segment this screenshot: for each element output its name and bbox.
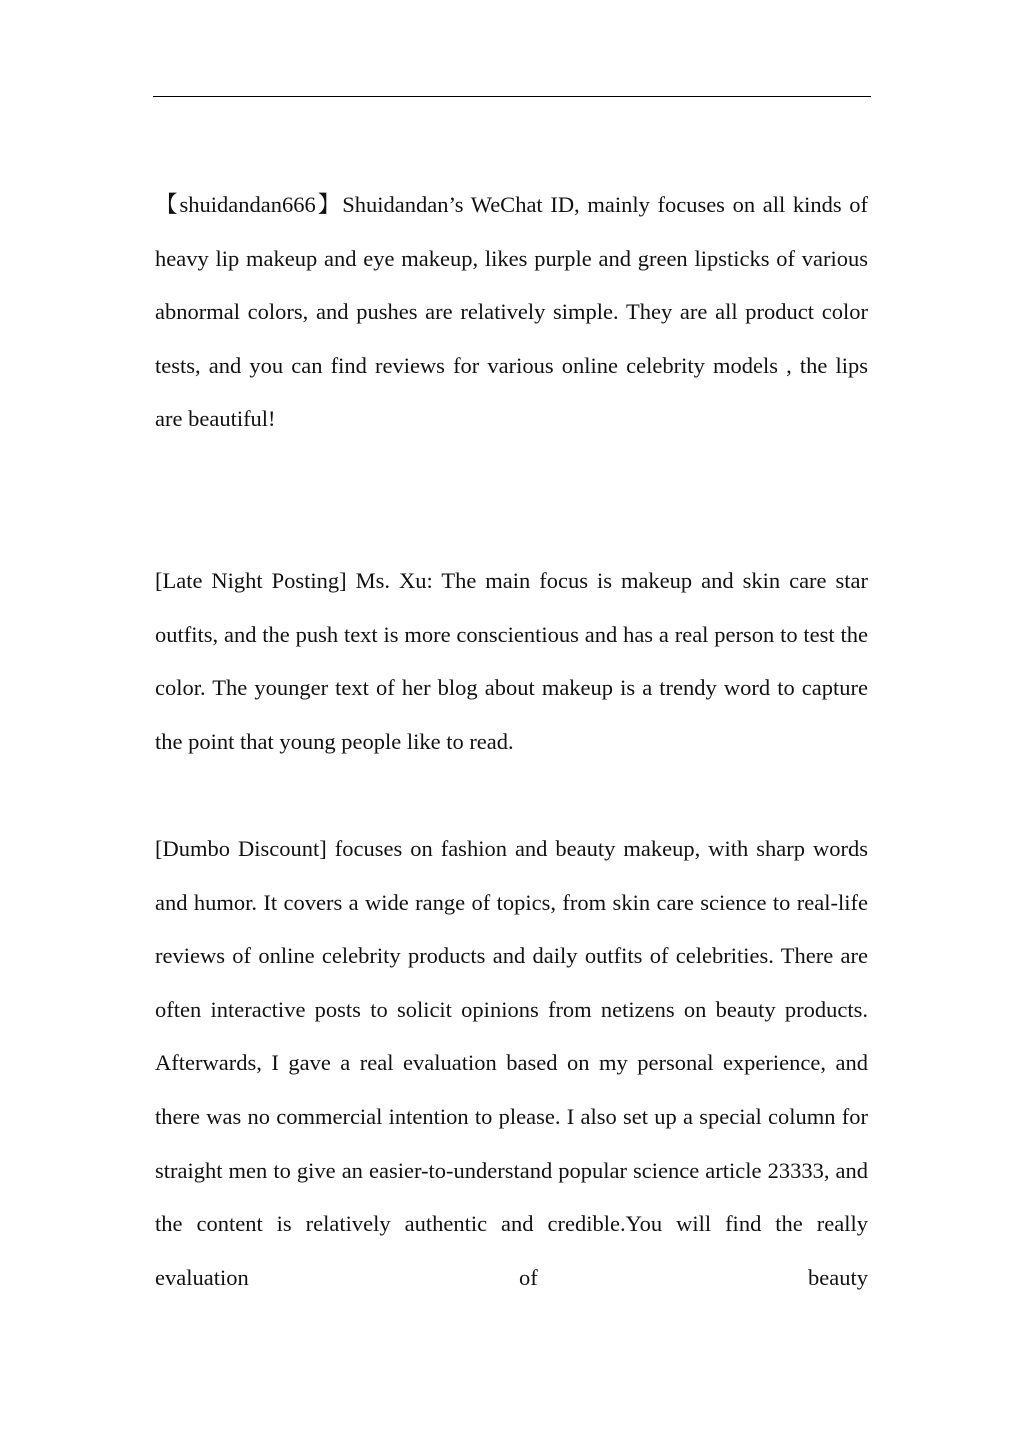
paragraph-shuidandan: 【shuidandan666】Shuidandan’s WeChat ID, mainly focuses on all kinds of heavy lip makeup and eye makeup, likes purple and green lipsticks of various abnormal colors, and pushes are relatively simple. They are all product color tests, and you can find reviews for various online celebrity models , the lips are beautiful! <box>155 192 868 432</box>
paragraph-dumbo-discount: [Dumbo Discount] focuses on fashion and beauty makeup, with sharp words and humor. It covers a wide range of topics, from skin care science to real-life reviews of online celebrity products and daily outfits of celebrities. There are often interactive posts to solicit opinions from netizens on beauty products. Afterwards, I gave a real evaluation based on my personal experience, and there was no commercial intention to please. I also set up a special column for straight men to give an easier-to-understand popular science article 23333, and the content is relatively authentic and credible.You will find the really evaluation of beauty <box>155 836 868 1290</box>
paragraph-late-night-posting: [Late Night Posting] Ms. Xu: The main focus is makeup and skin care star outfits, and the push text is more conscientious and has a real person to test the color. The younger text of her blog about makeup is a trendy word to capture the point that young people like to read. <box>155 568 868 754</box>
header-rule <box>153 96 871 97</box>
